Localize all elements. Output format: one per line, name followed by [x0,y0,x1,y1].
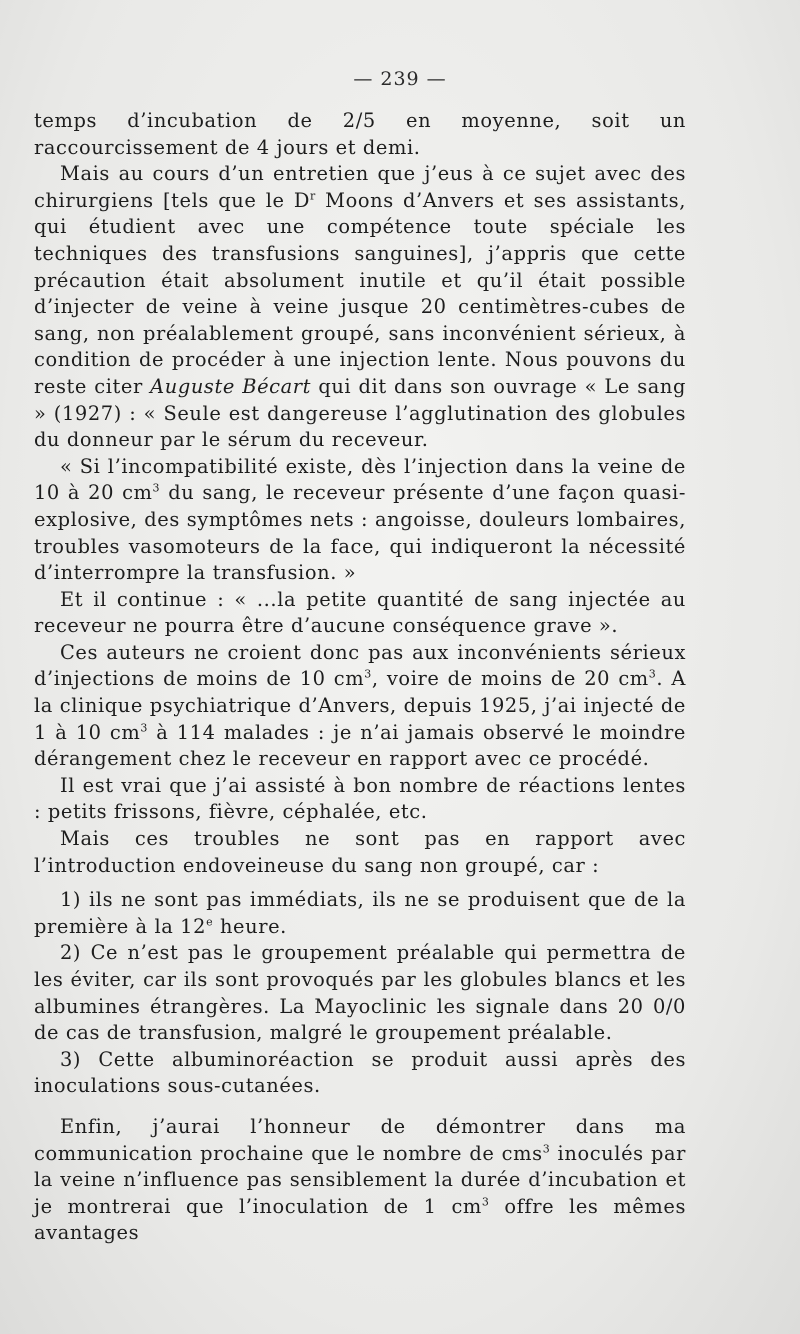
paragraph-7: Mais ces troubles ne sont pas en rapport avec l’introduction endoveineuse du sang non groupé, car : [34,827,686,877]
page-number: — 239 — [353,68,447,90]
body-text [34,108,686,1247]
paragraph-4: Et il continue : « ...la petite quantité de sang injectée au receveur ne pourra être d’aucune conséquence grave ». [34,587,686,638]
paragraph-9: 2) Ce n’est pas le groupement préalable qui permettra de les éviter, car ils sont provoqués par les globules blancs et les albumines étrangères. La Mayoclinic les signale dans 20 0/0 de cas de transfusion, malgré le groupement préalable. [34,941,686,1045]
paragraph-3: « Si l’incompatibilité existe, dès l’injection dans la veine de 10 à 20 $cm^3$ du sang, le receveur présente d’une façon quasi-explosive, des symptômes nets : angoisse, douleurs lombaires, troubles vasomoteurs de la face, qui indiqueront la nécessité d’interrompre la transfusion. » [34,454,686,585]
paragraph-1: temps d’incubation de 2/5 en moyenne, soit un raccourcissement de 4 jours et demi. [34,109,686,159]
paragraph-5: Ces auteurs ne croient donc pas aux inconvénients sérieux d’injections de moins de 10 $cm^3$, voire de moins de 20 $cm^3$. A la clinique psychiatrique d’Anvers, depuis 1925, j’ai injecté de 1 à 10 $cm^3$ à 114 malades : je n’ai jamais observé le moindre dérangement chez le receveur en rapport avec ce procédé. [34,640,686,771]
paragraph-2: Mais au cours d’un entretien que j’eus à ce sujet avec des chirurgiens [tels que le $D^r$ Moons d’Anvers et ses assistants, qui étudient avec une compétence toute spéciale les techniques des transfusions sanguines], j’appris que cette précaution était absolument inutile et qu’il était possible d’injecter de veine à veine jusque 20 centimètres-cubes de sang, non préalablement groupé, sans inconvénient sérieux, à condition de procéder à une injection lente. Nous pouvons du reste citer Auguste Bécart qui dit dans son ouvrage « Le sang » (1927) : « Seule est dangereuse l’agglutination des globules du donneur par le sérum du receveur. [34,162,687,452]
paragraph-8: 1) ils ne sont pas immédiats, ils ne se produisent que de la première à la 12e heure. [34,888,686,938]
paragraph-11: Enfin, j’aurai l’honneur de démontrer dans ma communication prochaine que le nombre de cms$^3$ inoculés par la veine n’influence pas sensiblement la durée d’incubation et je montrerai que l’inoculation de 1 $cm^3$ offre les mêmes avantages [34,1114,686,1245]
paragraph-6: Il est vrai que j’ai assisté à bon nombre de réactions lentes : petits frissons, fièvre, céphalée, etc. [34,773,686,824]
author-name: Auguste Bécart [150,374,312,398]
paragraph-10: 3) Cette albuminoréaction se produit aussi après des inoculations sous-cutanées. [34,1047,686,1098]
